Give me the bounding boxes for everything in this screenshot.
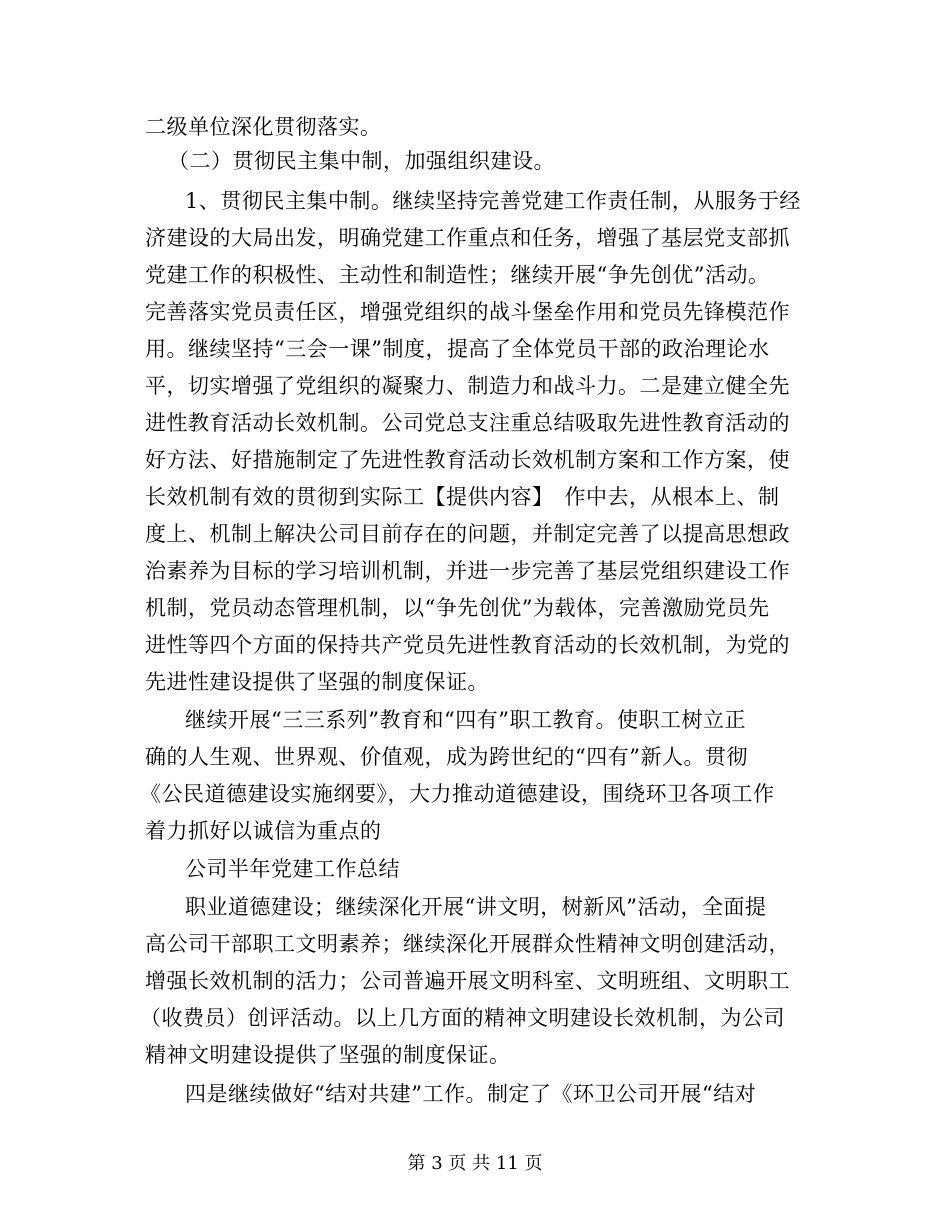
text-line: （收费员）创评活动。以上几方面的精神文明建设长效机制，为公司 <box>140 1006 785 1030</box>
text-line: 着力抓好以诚信为重点的 <box>145 819 382 843</box>
text-line: 度上、机制上解决公司目前存在的问题，并制定完善了以提高思想政 <box>145 522 790 546</box>
text-line: 职业道德建设；继续深化开展“讲文明，树新风”活动，全面提 <box>185 895 767 919</box>
text-line: 用。继续坚持“三会一课”制度，提高了全体党员干部的政治理论水 <box>145 337 770 361</box>
text-line: 进性教育活动长效机制。公司党总支注重总结吸取先进性教育活动的 <box>145 411 790 435</box>
text-line: 平，切实增强了党组织的凝聚力、制造力和战斗力。二是建立健全先 <box>145 374 790 398</box>
page-number-label: 第 3 页 共 11 页 <box>407 1153 543 1174</box>
text-line: 济建设的大局出发，明确党建工作重点和任务，增强了基层党支部抓 <box>145 226 790 250</box>
text-line: 继续开展“三三系列”教育和“四有”职工教育。使职工树立正 <box>185 708 746 732</box>
text-line: 精神文明建设提供了坚强的制度保证。 <box>145 1043 511 1067</box>
text-line: 长效机制有效的贯彻到实际工【提供内容】 作中去，从根本上、制 <box>145 485 780 509</box>
text-line: 治素养为目标的学习培训机制，并进一步完善了基层党组织建设工作 <box>145 559 790 583</box>
text-line: 机制，党员动态管理机制，以“争先创优”为载体，完善激励党员先 <box>145 596 770 620</box>
page-footer <box>0 1152 950 1176</box>
text-line: 进性等四个方面的保持共产党员先进性教育活动的长效机制，为党的 <box>145 633 790 657</box>
text-line: 四是继续做好“结对共建”工作。制定了《环卫公司开展“结对 <box>185 1082 757 1106</box>
text-line: 高公司干部职工文明素养；继续深化开展群众性精神文明创建活动， <box>145 932 790 956</box>
text-line: 好方法、好措施制定了先进性教育活动长效机制方案和工作方案，使 <box>145 448 790 472</box>
section-heading: （二）贯彻民主集中制，加强组织建设。 <box>168 149 555 173</box>
text-line: 《公民道德建设实施纲要》，大力推动道德建设，围绕环卫各项工作 <box>140 782 775 806</box>
text-line: 1、贯彻民主集中制。继续坚持完善党建工作责任制，从服务于经 <box>185 189 801 213</box>
text-line: 党建工作的积极性、主动性和制造性；继续开展“争先创优”活动。 <box>145 263 770 287</box>
text-line: 确的人生观、世界观、价值观，成为跨世纪的“四有”新人。贯彻 <box>145 745 748 769</box>
text-line: 完善落实党员责任区，增强党组织的战斗堡垒作用和党员先锋模范作 <box>145 300 790 324</box>
text-line: 二级单位深化贯彻落实。 <box>145 115 382 139</box>
text-line: 先进性建设提供了坚强的制度保证。 <box>145 670 489 694</box>
text-line: 增强长效机制的活力；公司普遍开展文明科室、文明班组、文明职工 <box>145 969 790 993</box>
inline-title: 公司半年党建工作总结 <box>185 857 400 881</box>
